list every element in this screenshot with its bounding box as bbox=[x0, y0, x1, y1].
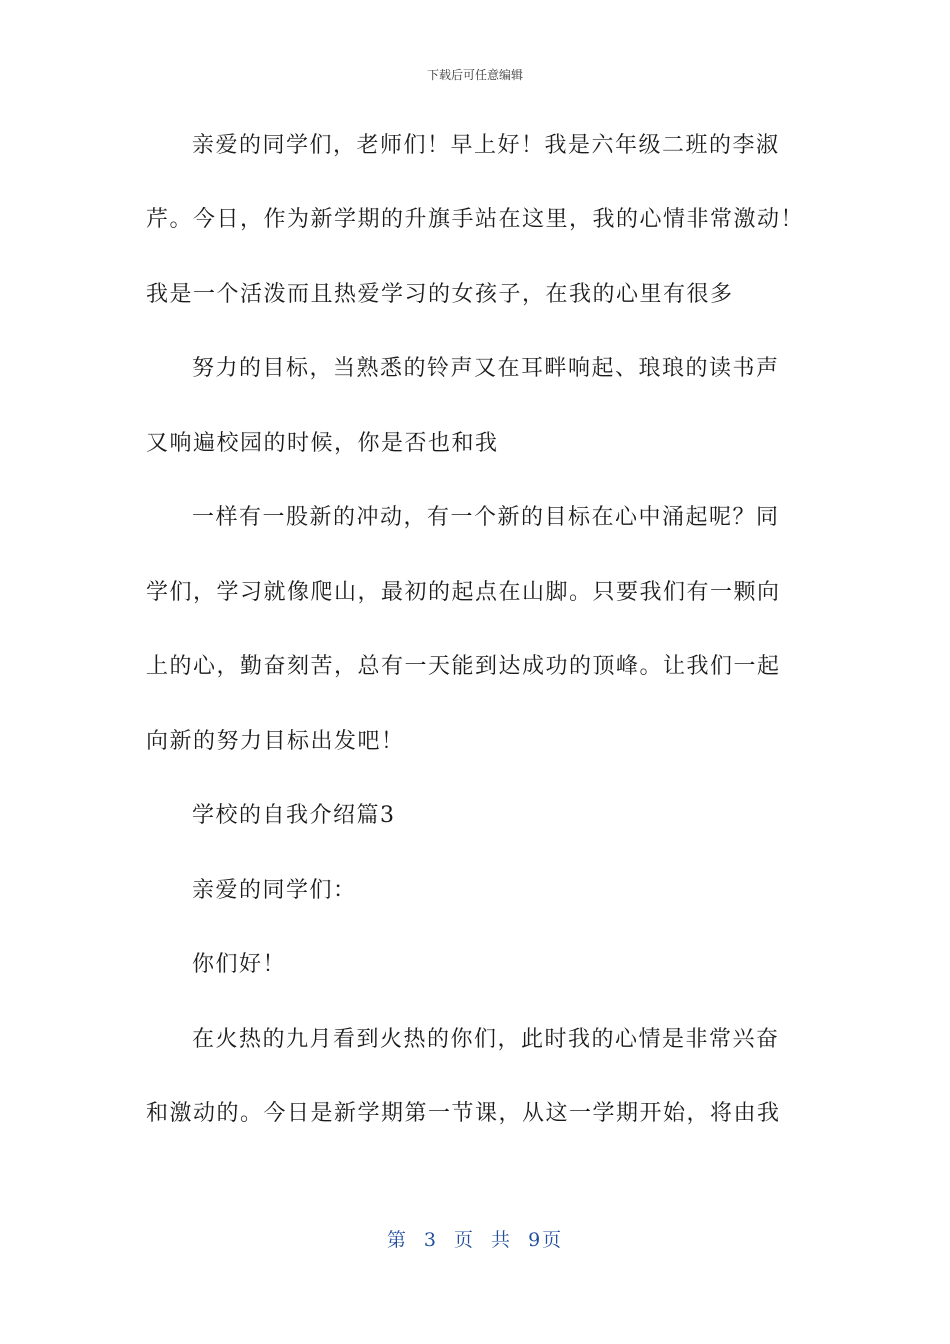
page-header-note: 下载后可任意编辑 bbox=[426, 68, 523, 82]
paragraph-line: 学们，学习就像爬山，最初的起点在山脚。只要我们有一颗向 bbox=[146, 580, 781, 605]
paragraph-line: 又响遍校园的时候，你是否也和我 bbox=[146, 431, 499, 456]
greeting-line: 你们好！ bbox=[192, 952, 287, 977]
section-heading: 学校的自我介绍篇3 bbox=[192, 803, 396, 828]
paragraph-line: 我是一个活泼而且热爱学习的女孩子，在我的心里有很多 bbox=[146, 282, 734, 307]
paragraph-line: 芹。今日，作为新学期的升旗手站在这里，我的心情非常激动！ bbox=[146, 207, 805, 232]
paragraph-line: 一样有一股新的冲动，有一个新的目标在心中涌起呢？同 bbox=[192, 505, 780, 530]
paragraph-line: 和激动的。今日是新学期第一节课，从这一学期开始，将由我 bbox=[146, 1101, 781, 1126]
salutation-line: 亲爱的同学们： bbox=[192, 878, 357, 903]
page-number-footer: 第 3 页 共 9页 bbox=[386, 1229, 564, 1251]
paragraph-line: 向新的努力目标出发吧！ bbox=[146, 729, 405, 754]
paragraph-line: 努力的目标，当熟悉的铃声又在耳畔响起、琅琅的读书声 bbox=[192, 356, 780, 381]
paragraph-line: 亲爱的同学们，老师们！早上好！我是六年级二班的李淑 bbox=[192, 133, 780, 158]
paragraph-line: 在火热的九月看到火热的你们，此时我的心情是非常兴奋 bbox=[192, 1027, 780, 1052]
paragraph-line: 上的心，勤奋刻苦，总有一天能到达成功的顶峰。让我们一起 bbox=[146, 654, 781, 679]
